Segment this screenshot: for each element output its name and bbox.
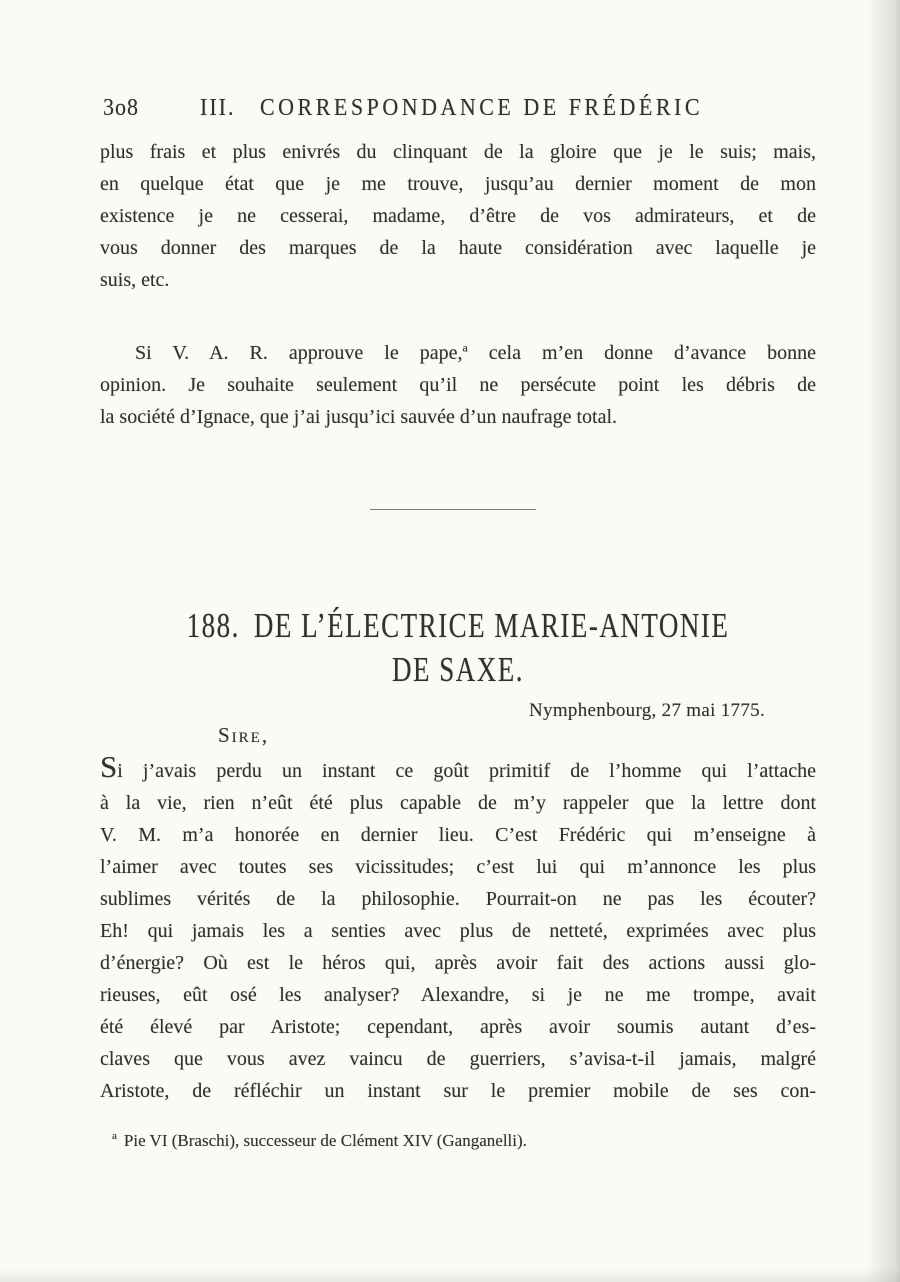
salutation: Sire,: [218, 723, 270, 747]
text-line: l’aimer avec toutes ses vicissitudes; c’est lui qui m’annonce les plus: [100, 856, 816, 878]
chapter-numeral: III.: [200, 92, 236, 121]
page-number: 3o8: [103, 92, 139, 121]
text-line: [100, 337, 816, 369]
text-line: la société d’Ignace, que j’ai jusqu’ici sauvée d’un naufrage total.: [100, 406, 618, 428]
letter-heading-line-2: DE SAXE.: [392, 649, 524, 689]
text-line: opinion. Je souhaite seulement qu’il ne persécute point les débris de: [100, 374, 816, 396]
text-line: été élevé par Aristote; cependant, après avoir soumis autant d’es-: [100, 1016, 816, 1038]
scan-bottom-shadow: [0, 1268, 900, 1282]
text-segment: i j’avais perdu un instant ce goût primitif de l’homme qui l’attache: [117, 760, 816, 782]
letter-closing-paragraph: [100, 136, 816, 296]
footnote: [112, 1131, 812, 1151]
letter-number: 188.: [186, 605, 240, 645]
footnote-reference-a: a: [462, 340, 468, 355]
postscript-paragraph: [100, 337, 816, 433]
text-line: vous donner des marques de la haute considération avec laquelle je: [100, 237, 816, 259]
text-line: suis, etc.: [100, 269, 170, 291]
letter-body: [100, 749, 816, 1107]
initial-capital: S: [100, 749, 118, 784]
dateline: Nymphenbourg, 27 mai 1775.: [529, 700, 765, 721]
footnote-marker: a: [112, 1130, 117, 1143]
text-line: plus frais et plus enivrés du clinquant de la gloire que je le suis; mais,: [100, 141, 816, 163]
running-title: CORRESPONDANCE DE FRÉDÉRIC: [260, 92, 704, 121]
text-line: V. M. m’a honorée en dernier lieu. C’est Frédéric qui m’enseigne à: [100, 824, 816, 846]
text-line: rieuses, eût osé les analyser? Alexandre, si je ne me trompe, avait: [100, 984, 816, 1006]
text-line: [100, 749, 816, 787]
text-line: d’énergie? Où est le héros qui, après avoir fait des actions aussi glo-: [100, 952, 816, 974]
text-line: à la vie, rien n’eût été plus capable de m’y rappeler que la lettre dont: [100, 792, 816, 814]
section-divider: [370, 509, 536, 510]
text-segment: Si V. A. R. approuve le pape,: [135, 342, 463, 364]
text-line: claves que vous avez vaincu de guerriers, s’avisa-t-il jamais, malgré: [100, 1048, 816, 1070]
letter-heading: [100, 603, 816, 691]
text-line: Aristote, de réfléchir un instant sur le premier mobile de ses con-: [100, 1080, 816, 1102]
letter-heading-title: DE L’ÉLECTRICE MARIE-ANTONIE: [253, 605, 730, 645]
text-line: sublimes vérités de la philosophie. Pourrait-on ne pas les écouter?: [100, 888, 816, 910]
footnote-text: Pie VI (Braschi), successeur de Clément XIV (Ganganelli).: [123, 1131, 527, 1150]
running-header: [103, 93, 783, 124]
text-segment: cela m’en donne d’avance bonne: [467, 342, 816, 364]
text-line: existence je ne cesserai, madame, d’être de vos admirateurs, et de: [100, 205, 816, 227]
text-line: Eh! qui jamais les a senties avec plus de netteté, exprimées avec plus: [100, 920, 816, 942]
scan-edge-shadow: [866, 0, 900, 1282]
text-line: en quelque état que je me trouve, jusqu’au dernier moment de mon: [100, 173, 816, 195]
letter-heading-line-1: [100, 603, 816, 647]
